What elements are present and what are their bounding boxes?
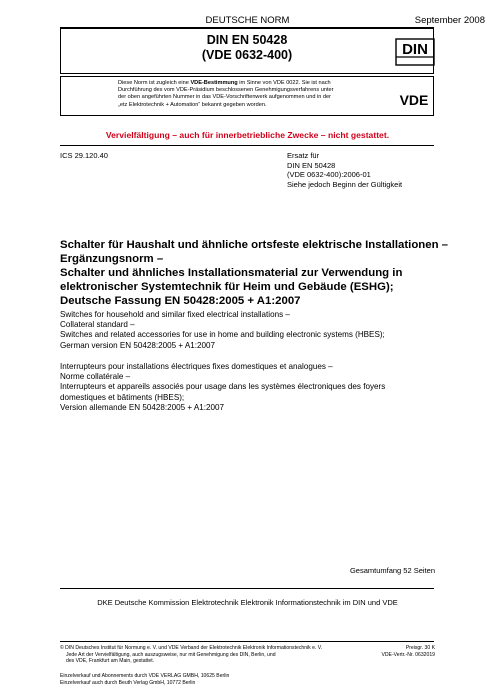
vde-notice-line4: „etz Elektrotechnik + Automation“ bekannt gegeben worden. [118,101,267,108]
title-line5: Deutsche Fassung EN 50428:2005 + A1:2007 [60,295,301,307]
standard-number: DIN EN 50428 [206,33,288,47]
vde-logo-text: VDE [399,92,429,108]
title-line4: elektronischer Systemtechnik für Heim und Gebäude (ESHG); [60,281,394,293]
french-line3: Interrupteurs et appareils associés pour usage dans les systèmes électroniques des foyers [60,382,386,392]
sales-line1: Einzelverkauf und Abonnements durch VDE VERLAG GMBH, 10625 Berlin [60,673,230,679]
english-title [60,310,470,351]
replaces-block [287,151,402,189]
copyright-line2: Jede Art der Vervielfältigung, auch auszugsweise, nur mit Genehmigung des DIN, Berlin, und [66,651,276,658]
french-line2: Norme collatérale – [60,372,131,382]
replaces-line3: (VDE 0632-400):2006-01 [287,170,371,180]
din-logo-text: DIN [402,41,428,58]
ics-code: ICS 29.120.40 [60,151,108,160]
standard-number-box [60,28,434,74]
vde-notice-bold: VDE-Bestimmung [190,80,238,86]
vde-notice-line1-post: im Sinne von VDE 0022. Sie ist nach [237,80,331,86]
french-line4: domestiques et bâtiments (HBES); [60,392,185,402]
publication-date: September 2008 [414,15,485,26]
title-line2: Ergänzungsnorm – [60,253,164,265]
document-title [60,238,460,308]
vde-notice-box [60,76,434,116]
english-line1: Switches for household and similar fixed electrical installations – [60,310,290,319]
vde-logo-icon [398,92,430,108]
pages-rule [60,588,434,589]
vde-classification: (VDE 0632-400) [201,48,293,62]
vde-notice-line1-pre: Diese Norm ist zugleich eine [118,80,191,86]
replaces-line2: DIN EN 50428 [287,160,336,170]
price-group: Preisgr. 30 K [405,645,435,651]
dke-line: DKE Deutsche Kommission Elektrotechnik Elektronik Informationstechnik im DIN und VDE [97,598,398,607]
copyright-line3: des VDE, Frankfurt am Main, gestattet. [66,658,155,665]
norm-type-label: DEUTSCHE NORM [205,15,290,26]
english-line3: Switches and related accessories for use in home and building electronic systems (HBES); [60,330,385,340]
french-title [60,362,470,413]
replaces-line1: Ersatz für [287,151,320,160]
footer-rule [60,641,434,642]
french-line1: Interrupteurs pour installations électriques fixes domestiques et analogues – [60,362,333,371]
order-number: VDE-Vertr.-Nr. 0632019 [381,651,435,658]
sales-line2: Einzelverkauf auch durch Beuth Verlag GmbH, 10772 Berlin [60,679,196,686]
copyright-notice [60,645,360,665]
vde-notice-line2: Durchführung des vom VDE-Präsidium beschlossenen Genehmigungsverfahrens unter [118,87,334,94]
total-pages: Gesamtumfang 52 Seiten [349,566,435,575]
price-info [381,645,435,658]
copyright-line1: © DIN Deutsches Institut für Normung e. V. und VDE Verband der Elektrotechnik Elektronik Informationstechnik e. V. [60,645,323,651]
copy-warning: Vervielfältigung – auch für innerbetriebliche Zwecke – nicht gestattet. [105,130,390,140]
title-line3: Schalter und ähnliches Installationsmaterial zur Verwendung in [60,267,403,279]
warning-rule [60,145,434,146]
english-line4: German version EN 50428:2005 + A1:2007 [60,340,216,350]
sales-info [60,673,360,686]
vde-notice-text [118,80,429,109]
din-logo-icon [395,38,435,66]
vde-notice-line3: der oben angeführten Nummer in das VDE-Vorschriftenwerk aufgenommen und in der [118,94,331,101]
replaces-line4: Siehe jedoch Beginn der Gültigkeit [287,179,403,189]
french-line5: Version allemande EN 50428:2005 + A1:2007 [60,402,225,412]
title-line1: Schalter für Haushalt und ähnliche ortsfeste elektrische Installationen – [60,239,449,251]
english-line2: Collateral standard – [60,320,135,330]
